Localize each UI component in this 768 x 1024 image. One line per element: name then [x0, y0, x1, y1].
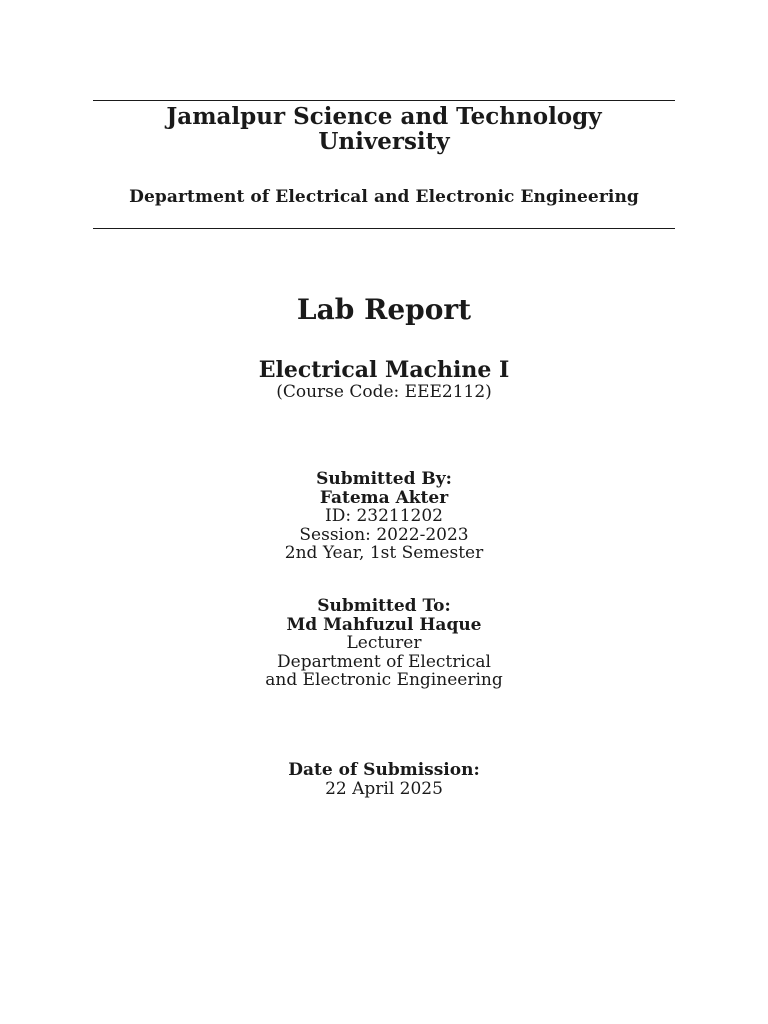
- course-code-line: [0, 382, 768, 402]
- bottom-horizontal-rule: [93, 228, 675, 229]
- teacher-department-line-2: and Electronic Engineering: [265, 670, 503, 690]
- university-name-line-2: University: [318, 128, 450, 155]
- teacher-designation: Lecturer: [346, 633, 422, 653]
- document-type: Lab Report: [296, 293, 472, 326]
- department-name: Department of Electrical and Electronic Engineering: [129, 187, 639, 207]
- course-name: Electrical Machine I: [258, 357, 510, 383]
- department-heading: [0, 186, 768, 208]
- submission-date: 22 April 2025: [325, 778, 443, 799]
- student-year-semester: 2nd Year, 1st Semester: [284, 543, 484, 563]
- student-name: Fatema Akter: [319, 487, 449, 508]
- submitted-by-section: [0, 470, 768, 563]
- student-id: ID: 23211202: [324, 506, 443, 526]
- teacher-department-line-1: Department of Electrical: [277, 651, 491, 672]
- course-code: (Course Code: EEE2112): [276, 382, 492, 402]
- student-session: Session: 2022-2023: [299, 524, 469, 545]
- submission-date-label: Date of Submission:: [288, 760, 480, 780]
- document-title: [0, 293, 768, 327]
- submitted-to-label: Submitted To:: [317, 596, 451, 616]
- university-name-line-1: Jamalpur Science and Technology: [166, 103, 602, 130]
- submitted-to-section: [0, 597, 768, 690]
- course-title: [0, 357, 768, 383]
- submitted-by-label: Submitted By:: [316, 469, 452, 489]
- submission-date-section: [0, 761, 768, 798]
- teacher-name: Md Mahfuzul Haque: [286, 614, 482, 635]
- top-horizontal-rule: [93, 100, 675, 101]
- university-name: [0, 104, 768, 154]
